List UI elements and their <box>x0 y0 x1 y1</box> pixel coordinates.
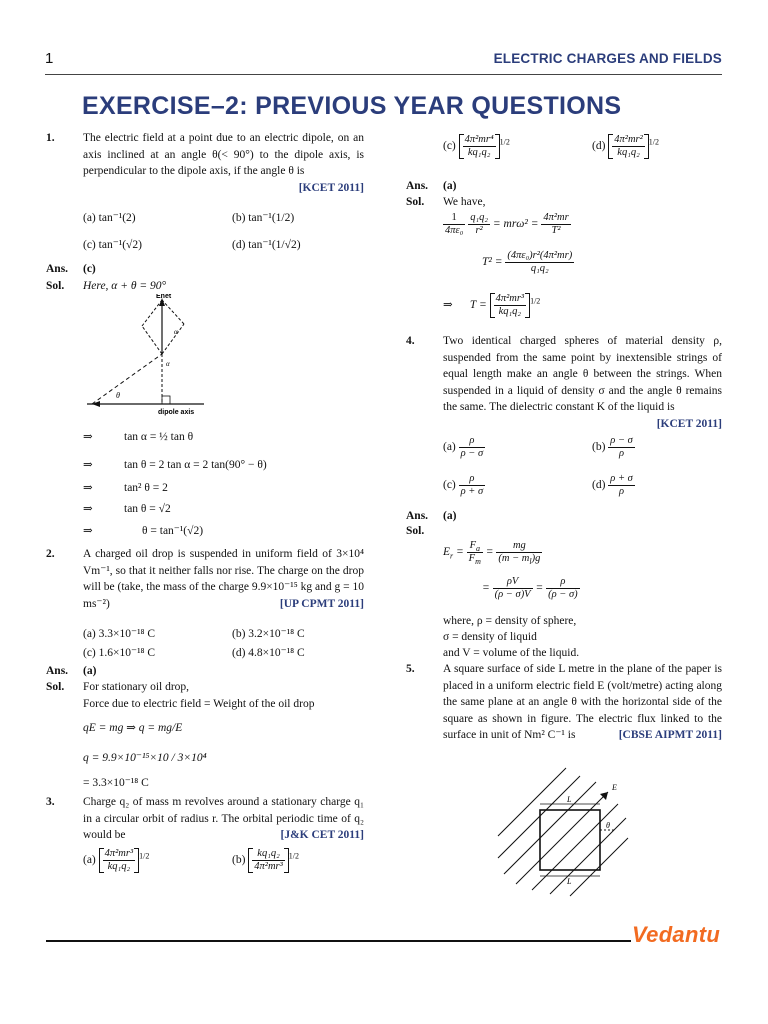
dipole-figure <box>82 294 212 419</box>
question-number: 5. <box>406 663 415 675</box>
question-3-text: Charge q₂ of mass m revolves around a stationary charge q₁ in a circular orbit of radius r. The orbital periodic time of q₂ would be <box>83 796 364 841</box>
equation-1: qE = mg ⇒ q = mg/E <box>83 722 183 734</box>
question-text <box>83 794 364 844</box>
fig-label-theta: θ <box>116 391 120 400</box>
q3-equation-2: T² = $\frac{\text{(4πε₀)r²(4π²mr)}}{\text{q₁q₂}}$ <box>482 250 573 274</box>
option-formula: $\frac{\text{kq₁q₂}}{\text{4π²mr³}}$ <box>248 848 288 873</box>
fig-label-theta: θ <box>606 821 610 830</box>
implies-5: ⇒ <box>83 525 93 537</box>
option-formula: $\frac{\text{4π²mr⁴}}{\text{kq₁q₂}}$ <box>459 134 500 159</box>
solution-line-1: For stationary oil drop, <box>83 681 190 693</box>
option-formula: $\frac{\text{4π²mr³}}{\text{kq₁q₂}}$ <box>99 848 139 873</box>
option-a: (a) tan⁻¹(2) <box>83 212 136 224</box>
option-a: (a) $\frac{\text{4π²mr³}}{\text{kq₁q₂}}$ $^{1/2}$ <box>83 848 150 872</box>
option-label: (b) <box>592 441 606 454</box>
option-label: (c) <box>443 479 456 492</box>
note-2: σ = density of liquid <box>443 631 537 643</box>
vedantu-logo: Vedantu <box>632 922 721 947</box>
question-number: 4. <box>406 335 415 347</box>
solution-label: Sol. <box>406 196 425 208</box>
option-label: (a) <box>443 441 456 454</box>
option-b: (b) tan⁻¹(1/2) <box>232 212 295 224</box>
fig-label-enet: Enet <box>156 294 172 300</box>
chapter-title: ELECTRIC CHARGES AND FIELDS <box>493 51 722 66</box>
option-label: (d) <box>592 140 606 153</box>
step-1: tan α = ½ tan θ <box>124 431 194 443</box>
fig-label-alpha-2: α <box>166 360 170 368</box>
question-text <box>443 333 722 429</box>
answer-value: (c) <box>83 263 96 275</box>
fig-label-E: E <box>612 783 617 792</box>
implies-2: ⇒ <box>83 459 93 471</box>
equation-2: q = 9.9×10⁻¹⁵×10 / 3×10⁴ <box>83 752 207 764</box>
square-field-figure <box>496 766 631 901</box>
q4-equation-2: = $\frac{\rho V}{(\rho - \sigma)V}$ = $\frac{\rho}{(\rho - \sigma)}$ <box>482 576 578 600</box>
exam-tag: [CBSE AIPMT 2011] <box>618 729 722 741</box>
question-number: 3. <box>46 796 55 808</box>
q4-equation-1: $E_r$ = $\frac{F_a}{F_m}$ = $\frac{mg}{(m - m_l)g}$ <box>443 540 541 567</box>
solution-label: Sol. <box>46 681 65 693</box>
answer-value: (a) <box>443 510 457 522</box>
solution-line-2: Force due to electric field = Weight of the oil drop <box>83 698 315 710</box>
q3-equation-3: ⇒ T = $\frac{\text{4π²mr³}}{\text{kq₁q₂}}$ $^{1/2}$ <box>443 293 541 317</box>
option-c: (c) tan⁻¹(√2) <box>83 239 142 251</box>
question-number: 1. <box>46 132 55 144</box>
solution-label: Sol. <box>406 525 425 537</box>
question-text <box>83 546 364 612</box>
exam-tag: [UP CPMT 2011] <box>279 597 364 610</box>
question-5-text: A square surface of side L metre in the plane of the paper is placed in a uniform electric field E (volt/metre) acting along the same plane at an angle θ with the horizontal side of the square as shown in figure. The electric flux linked to the surface in unit of Nm² C⁻¹ is <box>443 663 722 741</box>
answer-label: Ans. <box>46 263 69 275</box>
implies-1: ⇒ <box>83 431 93 443</box>
solution-label: Sol. <box>46 280 65 292</box>
question-1-text: The electric field at a point due to an electric dipole, on an axis inclined at an angle θ(< 90°) to the dipole axis, is perpendicular to the dipole axis, if the angle θ is <box>83 132 364 177</box>
option-label: (c) <box>443 140 456 153</box>
question-text <box>83 130 364 196</box>
question-number: 2. <box>46 548 55 560</box>
page-number: 1 <box>45 50 54 67</box>
note-3: and V = volume of the liquid. <box>443 647 580 659</box>
fig-label-axis: dipole axis <box>158 409 195 416</box>
exam-tag: [KCET 2011] <box>298 181 364 194</box>
option-d: (d) 4.8×10⁻¹⁸ C <box>232 647 305 659</box>
question-4-text: Two identical charged spheres of material density ρ, suspended from the same point by inextensible strings of equal length make an angle θ between the strings. When suspended in a liquid of density σ and the angle θ remains the same. The dielectric constant K of the liquid is <box>443 335 722 413</box>
answer-label: Ans. <box>406 180 429 192</box>
option-d: (d) tan⁻¹(1/√2) <box>232 239 301 251</box>
solution-text: We have, <box>443 196 486 208</box>
answer-value: (a) <box>443 180 457 192</box>
question-text <box>443 661 722 757</box>
solution-text: Here, α + θ = 90° <box>83 280 167 292</box>
option-label: (b) <box>232 854 246 867</box>
fig-label-L-bottom: L <box>567 877 572 886</box>
q3-equation-1: $\frac{1}{\text{4πε₀}}$ $\frac{\text{q₁q₂}}{\text{r²}}$ = mrω² = $\frac{\text{4π²mr}}{\text{T²}}$ <box>445 212 569 236</box>
fig-label-L-top: L <box>567 795 572 804</box>
header-rule <box>45 74 722 75</box>
note-1: where, ρ = density of sphere, <box>443 615 577 627</box>
option-label: (a) <box>83 854 96 867</box>
step-4: tan θ = √2 <box>124 503 171 515</box>
option-c: (c) 1.6×10⁻¹⁸ C <box>83 647 156 659</box>
exam-tag: [J&K CET 2011] <box>280 829 364 841</box>
answer-label: Ans. <box>46 665 69 677</box>
option-label: (d) <box>592 479 606 492</box>
option-a: (a) $\frac{\rho}{\rho - \sigma}$ <box>443 435 484 459</box>
implies-4: ⇒ <box>83 503 93 515</box>
page-title: EXERCISE–2: PREVIOUS YEAR QUESTIONS <box>82 92 622 120</box>
equation-3: = 3.3×10⁻¹⁸ C <box>83 777 149 789</box>
exam-tag: [KCET 2011] <box>656 417 722 430</box>
fig-label-alpha: α <box>174 328 178 336</box>
option-b: (b) 3.2×10⁻¹⁸ C <box>232 628 305 640</box>
answer-value: (a) <box>83 665 97 677</box>
step-2: tan θ = 2 tan α = 2 tan(90° − θ) <box>124 459 267 471</box>
step-3: tan² θ = 2 <box>124 482 168 494</box>
option-b: (b) $\frac{\rho - \sigma}{\rho}$ <box>592 435 633 459</box>
step-5: θ = tan⁻¹(√2) <box>142 525 204 537</box>
option-formula: $\frac{\text{4π²mr²}}{\text{kq₁q₂}}$ <box>608 134 648 159</box>
option-a: (a) 3.3×10⁻¹⁸ C <box>83 628 156 640</box>
q3-option-c: (c) $\frac{\text{4π²mr⁴}}{\text{kq₁q₂}}$ $^{1/2}$ <box>443 134 510 158</box>
option-c: (c) $\frac{\rho}{\rho + \sigma}$ <box>443 473 484 497</box>
footer-rule <box>46 940 631 942</box>
answer-label: Ans. <box>406 510 429 522</box>
option-b: (b) $\frac{\text{kq₁q₂}}{\text{4π²mr³}}$ $^{1/2}$ <box>232 848 300 872</box>
question-2-text: A charged oil drop is suspended in uniform field of 3×10⁴ Vm⁻¹, so that it neither falls nor rise. The charge on the drop will be (take, the mass of the charge 9.9×10⁻¹⁵ kg and g = 10 ms⁻²) <box>83 548 364 610</box>
option-d: (d) $\frac{\rho + \sigma}{\rho}$ <box>592 473 633 497</box>
implies-3: ⇒ <box>83 482 93 494</box>
q3-option-d: (d) $\frac{\text{4π²mr²}}{\text{kq₁q₂}}$ $^{1/2}$ <box>592 134 660 158</box>
